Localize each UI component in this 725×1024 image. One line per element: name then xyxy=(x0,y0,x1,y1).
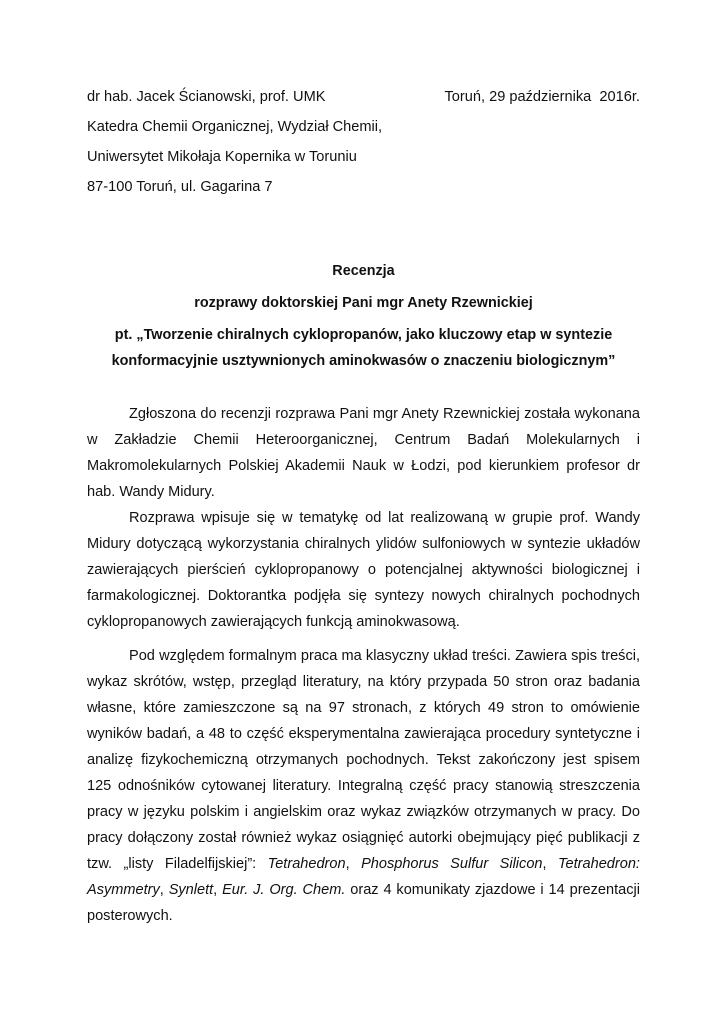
journal-eurjorgchem: Eur. J. Org. Chem. xyxy=(222,882,346,898)
separator: , xyxy=(345,856,362,872)
address-line-department: Katedra Chemii Organicznej, Wydział Chemii, xyxy=(87,119,383,135)
separator: , xyxy=(159,882,169,898)
address-line-university: Uniwersytet Mikołaja Kopernika w Toruniu xyxy=(87,149,357,165)
title-subject: rozprawy doktorskiej Pani mgr Anety Rzewnickiej xyxy=(194,295,533,311)
separator: , xyxy=(542,856,558,872)
paragraph-3-end: oraz 4 komunikaty zjazdowe i 14 prezentacji posterowych. xyxy=(87,882,640,924)
review-title xyxy=(87,260,640,382)
address-line-postal: 87-100 Toruń, ul. Gagarina 7 xyxy=(87,179,273,195)
author-name: dr hab. Jacek Ścianowski, prof. UMK xyxy=(87,89,326,105)
paragraph-1: Zgłoszona do recenzji rozprawa Pani mgr Anety Rzewnickiej została wykonana w Zakładzie Chemii Heteroorganicznej, Centrum Badań Molekularnych i Makromolekularnych Polskiej Akademii Nauk w Łodzi, pod kierunkiem profesor dr hab. Wandy Midury. xyxy=(87,406,640,500)
paragraph-3 xyxy=(87,643,640,929)
letter-header xyxy=(87,86,640,108)
title-thesis-line2: konformacyjnie usztywnionych aminokwasów o znaczeniu biologicznym” xyxy=(111,353,616,369)
journal-asymmetry: Tetrahedron: Asymmetry xyxy=(87,856,640,898)
title-recenzja: Recenzja xyxy=(332,263,395,279)
paragraph-3-text: Pod względem formalnym praca ma klasyczny układ treści. Zawiera spis treści, wykaz skrótów, wstęp, przegląd literatury, na który przypada 50 stron oraz badania własne, które zamieszczone są na 97 stronach, z których 49 stron to omówienie wyników badań, a 48 to część eksperymentalna zawierająca procedury syntetyczne i analizę fizykochemiczną otrzymanych pochodnych. Tekst zakończony jest spisem 125 odnośników cytowanej literatury. Integralną część pracy stanowią streszczenia pracy w języku polskim i angielskim oraz wykaz związków otrzymanych w pracy. Do pracy dołączony został również wykaz osiągnięć autorki obejmujący pięć publikacji z tzw. „listy Filadelfijskiej”: xyxy=(87,648,640,872)
journal-tetrahedron: Tetrahedron xyxy=(267,856,346,872)
review-body xyxy=(87,401,640,929)
title-thesis-line1: pt. „Tworzenie chiralnych cyklopropanów, jako kluczowy etap w syntezie xyxy=(114,327,613,343)
separator: , xyxy=(213,882,223,898)
place-date: Toruń, 29 października 2016r. xyxy=(444,89,640,105)
journal-phosphorus: Phosphorus Sulfur Silicon xyxy=(361,856,543,872)
journal-synlett: Synlett xyxy=(168,882,214,898)
paragraph-2: Rozprawa wpisuje się w tematykę od lat realizowaną w grupie prof. Wandy Midury dotyczącą wykorzystania chiralnych ylidów sulfoniowych w syntezie układów zawierających pierścień cyklopropanowy o potencjalnej aktywności biologicznej i farmakologicznej. Doktorantka podjęła się syntezy nowych chiralnych pochodnych cyklopropanowych zawierających funkcją aminokwasową. xyxy=(87,510,640,630)
